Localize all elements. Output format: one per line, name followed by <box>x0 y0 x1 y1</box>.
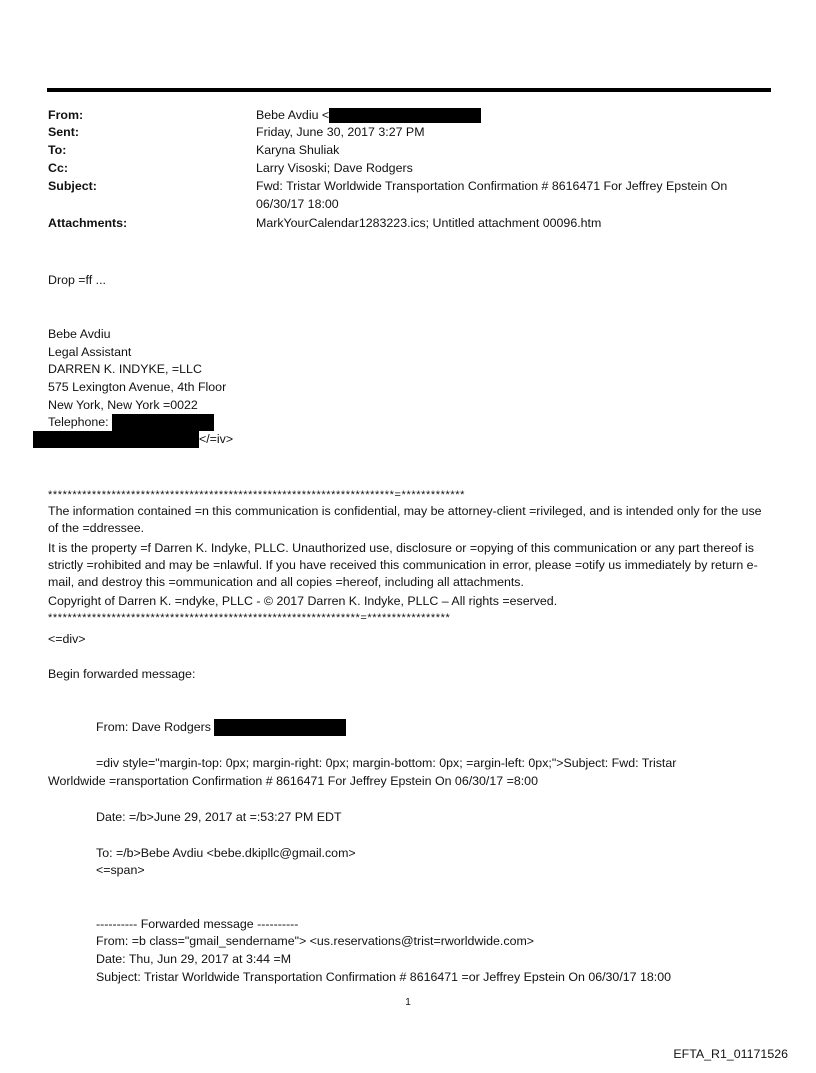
begin-forwarded: Begin forwarded message: <box>48 667 196 681</box>
to-value: Karyna Shuliak <box>256 143 340 157</box>
bates-number: EFTA_R1_01171526 <box>673 1047 788 1061</box>
fwd2-from: From: =b class="gmail_sendername"> <us.reservations@trist=rworldwide.com> <box>96 934 535 948</box>
disclaimer-stars-top: ***********************************************************************=************* <box>48 489 466 501</box>
subject-value-line1: Fwd: Tristar Worldwide Transportation Confirmation # 8616471 For Jeffrey Epstein On <box>256 179 728 193</box>
signature-name: Bebe Avdiu <box>48 327 111 341</box>
disclaimer-paragraph-2: It is the property =f Darren K. Indyke, PLLC. Unauthorized use, disclosure or =opying of this communication or any part thereof is strictly =rohibited and may be =nlawful. If you have received this communication in error, please =otify us immediately by return e-mail, and destroy this =ommunication and all copies =hereof, including all attachments. <box>48 541 758 589</box>
to-label: To: <box>48 143 67 157</box>
signature-title: Legal Assistant <box>48 345 132 359</box>
fwd1-style-line2: Worldwide =ransportation Confirmation # 8616471 For Jeffrey Epstein On 06/30/17 =8:00 <box>48 774 538 788</box>
fwd2-date: Date: Thu, Jun 29, 2017 at 3:44 =M <box>96 952 292 966</box>
cc-label: Cc: <box>48 161 68 175</box>
redaction-box <box>33 431 199 448</box>
attachments-label: Attachments: <box>48 216 128 230</box>
fwd1-style-line1: =div style="margin-top: 0px; margin-right: 0px; margin-bottom: 0px; =argin-left: 0px;">Subject: Fwd: Tristar <box>96 756 677 770</box>
fwd1-span-tag: <=span> <box>96 863 145 877</box>
drop-off-text: Drop =ff ... <box>48 273 106 287</box>
fwd1-from <box>96 719 346 736</box>
from-value <box>256 107 776 124</box>
signature-closing <box>33 431 233 448</box>
signature-telephone <box>48 414 214 431</box>
fwd1-to: To: =/b>Bebe Avdiu <bebe.dkipllc@gmail.com> <box>96 846 356 860</box>
signature-firm: DARREN K. INDYKE, =LLC <box>48 362 202 376</box>
signature-address2: New York, New York =0022 <box>48 398 198 412</box>
sent-label: Sent: <box>48 125 79 139</box>
fwd1-from-text: From: Dave Rodgers <box>96 720 211 734</box>
attachments-value: MarkYourCalendar1283223.ics; Untitled attachment 00096.htm <box>256 216 602 230</box>
disclaimer-paragraph-3: Copyright of Darren K. =ndyke, PLLC - © 2017 Darren K. Indyke, PLLC – All rights =eserved. <box>48 594 558 608</box>
sent-value: Friday, June 30, 2017 3:27 PM <box>256 125 425 139</box>
fwd2-subject: Subject: Tristar Worldwide Transportation Confirmation # 8616471 =or Jeffrey Epstein On 06/30/17 18:00 <box>96 970 672 984</box>
fwd2-header: ---------- Forwarded message ---------- <box>96 917 299 931</box>
signature-address1: 575 Lexington Avenue, 4th Floor <box>48 380 227 394</box>
subject-label: Subject: <box>48 179 97 193</box>
header-rule <box>47 88 771 92</box>
subject-value-line2: 06/30/17 18:00 <box>256 197 339 211</box>
from-label: From: <box>48 108 84 122</box>
page-number: 1 <box>405 997 411 1008</box>
telephone-label: Telephone: <box>48 415 109 429</box>
redaction-box <box>329 108 481 123</box>
cc-value: Larry Visoski; Dave Rodgers <box>256 161 413 175</box>
redaction-box <box>112 414 214 431</box>
fwd1-date: Date: =/b>June 29, 2017 at =:53:27 PM EDT <box>96 810 342 824</box>
closing-tag: </=iv> <box>199 432 234 446</box>
redaction-box <box>214 719 346 736</box>
disclaimer-stars-bottom: ****************************************************************=***************** <box>48 612 451 624</box>
disclaimer-paragraph-1: The information contained =n this communication is confidential, may be attorney-client =rivileged, and is intended only for the use of the =ddressee. <box>48 504 762 535</box>
from-name: Bebe Avdiu < <box>256 108 330 122</box>
div-tag: <=div> <box>48 632 86 646</box>
